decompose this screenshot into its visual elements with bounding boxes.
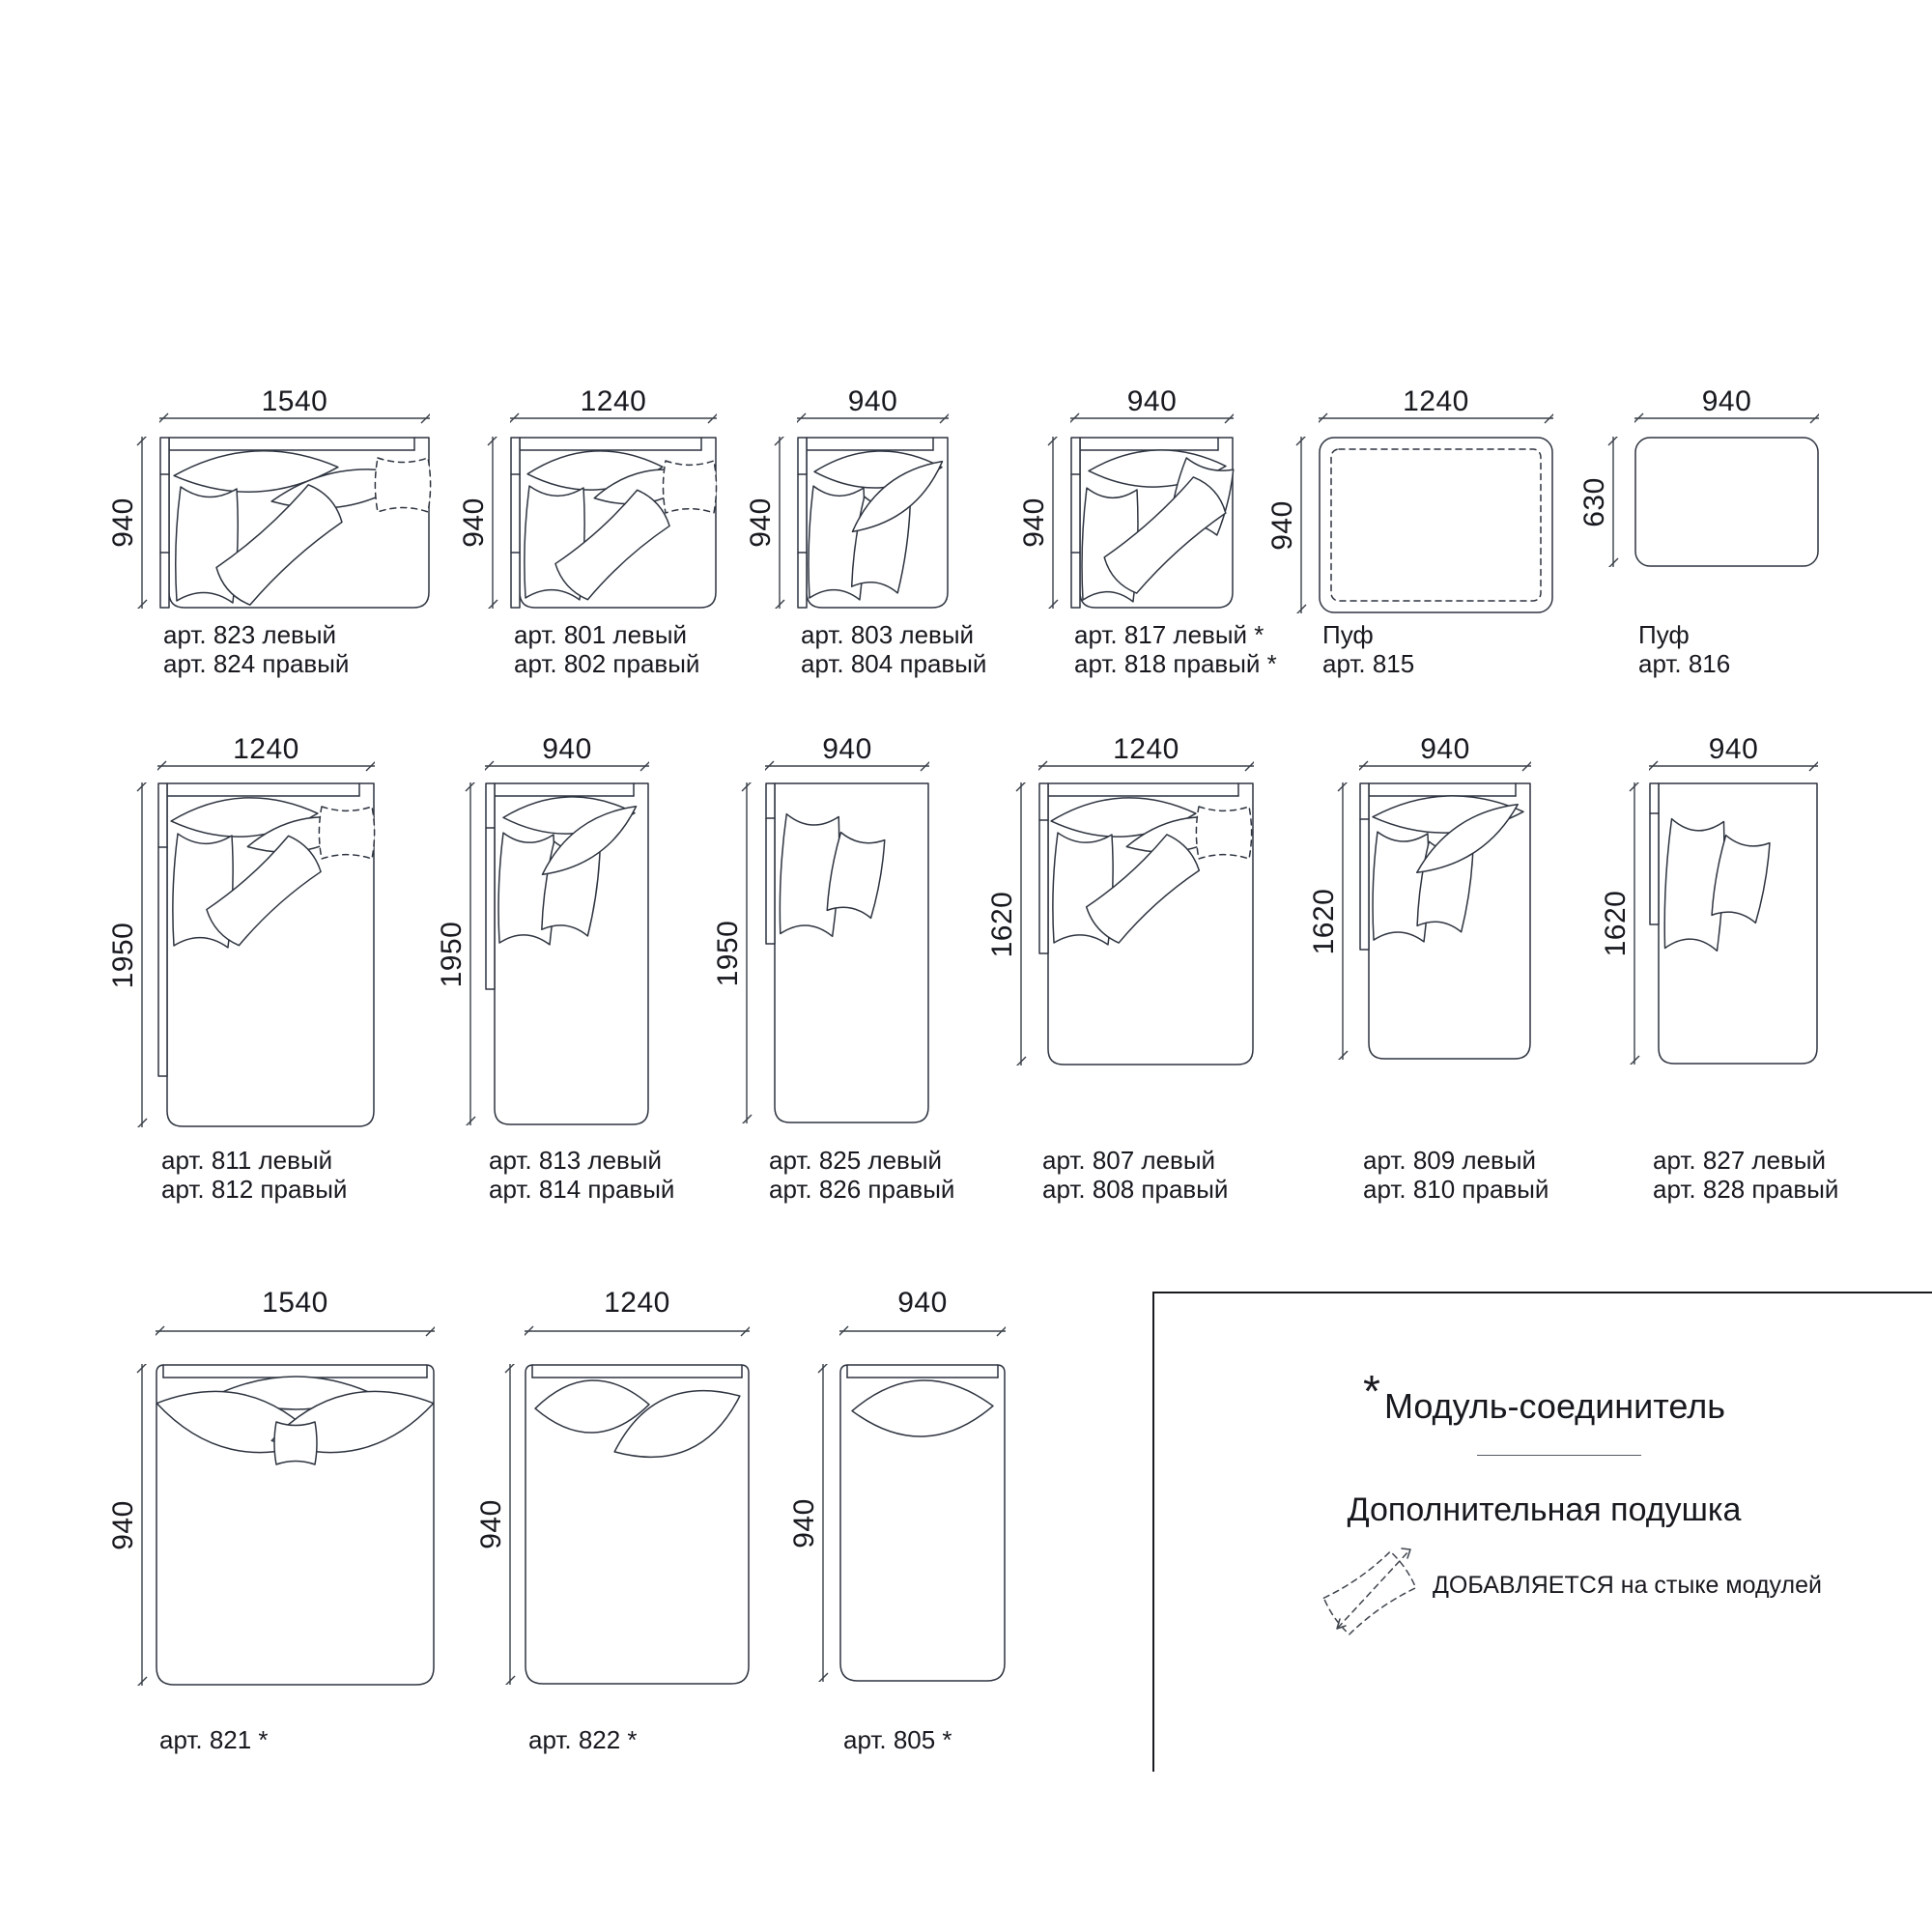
module-caption (1322, 620, 1414, 678)
legend-box (1152, 1292, 1932, 1772)
width-dimension-label: 1540 (261, 385, 328, 417)
height-dimension-label: 940 (788, 1497, 820, 1548)
asterisk-marker: * (1363, 1366, 1380, 1416)
height-dimension-label: 1950 (107, 922, 139, 988)
module-drawing (156, 1364, 435, 1686)
width-dimension-line (1359, 759, 1531, 773)
armrest-bar (766, 783, 775, 944)
width-dimension-label: 940 (897, 1287, 948, 1319)
height-dimension-label: 940 (458, 497, 490, 548)
module-drawing (510, 437, 717, 609)
width-dimension-line (485, 759, 649, 773)
dashed-connector-pillow (375, 458, 430, 512)
module-caption (514, 620, 699, 678)
caption-line: арт. 814 правый (489, 1175, 675, 1204)
height-dimension-label: 1620 (1600, 890, 1632, 957)
height-dimension-label: 940 (107, 497, 139, 548)
width-dimension-label: 940 (1126, 385, 1178, 417)
caption-line: арт. 803 левый (801, 620, 975, 649)
module-caption (1638, 620, 1730, 678)
module-drawing (765, 782, 929, 1123)
caption-line: арт. 804 правый (801, 649, 987, 678)
width-dimension-label: 1540 (262, 1287, 328, 1319)
armrest-bar (1650, 783, 1659, 924)
width-dimension-line (839, 1324, 1006, 1338)
caption-line: арт. 822 * (528, 1725, 638, 1754)
back-cushion (603, 1371, 751, 1478)
caption-line: арт. 824 правый (163, 649, 350, 678)
module-drawing (157, 782, 375, 1127)
width-dimension-label: 1240 (580, 385, 647, 417)
width-dimension-label: 1240 (1403, 385, 1469, 417)
armrest-bar (1039, 783, 1048, 953)
caption-line: Пуф (1638, 620, 1690, 649)
width-dimension-line (1070, 412, 1234, 425)
height-dimension-label: 940 (1018, 497, 1050, 548)
module-caption (159, 1725, 269, 1754)
caption-line: арт. 826 правый (769, 1175, 955, 1204)
module-drawing (1319, 437, 1553, 613)
pouf-body (1635, 438, 1818, 566)
caption-line: арт. 815 (1322, 649, 1415, 678)
pillow (274, 1422, 317, 1464)
module-drawing (797, 437, 949, 609)
caption-line: арт. 807 левый (1042, 1146, 1216, 1175)
armrest-bar (1360, 783, 1369, 950)
module-caption (528, 1725, 638, 1754)
width-dimension-line (159, 412, 430, 425)
width-dimension-line (797, 412, 949, 425)
legend-subtitle: Дополнительная подушка (1347, 1492, 1742, 1528)
caption-line: арт. 805 * (843, 1725, 952, 1754)
module-drawing (1070, 437, 1234, 609)
caption-line: арт. 825 левый (769, 1146, 943, 1175)
module-caption (163, 620, 349, 678)
caption-line: арт. 828 правый (1653, 1175, 1839, 1204)
height-dimension-label: 940 (107, 1499, 139, 1550)
height-dimension-label: 1620 (1308, 888, 1340, 954)
dashed-connector-pillow (664, 461, 717, 513)
width-dimension-label: 940 (822, 733, 872, 765)
width-dimension-line (156, 1324, 435, 1338)
width-dimension-line (1649, 759, 1818, 773)
legend-note: ДОБАВЛЯЕТСЯ на стыке модулей (1433, 1572, 1822, 1599)
caption-line: арт. 818 правый * (1074, 649, 1277, 678)
module-drawing (1634, 437, 1819, 567)
extra-pillow-sketch (1317, 1533, 1433, 1644)
width-dimension-line (1319, 412, 1553, 425)
direction-arrow-line (1338, 1550, 1409, 1628)
width-dimension-label: 940 (1701, 385, 1752, 417)
width-dimension-line (510, 412, 717, 425)
pouf-body (1320, 438, 1552, 612)
height-dimension-label: 630 (1578, 476, 1610, 527)
caption-line: арт. 827 левый (1653, 1146, 1827, 1175)
armrest-bar (158, 783, 167, 1076)
module-caption (801, 620, 986, 678)
module-drawing (525, 1364, 750, 1685)
caption-line: арт. 808 правый (1042, 1175, 1229, 1204)
height-dimension-label: 1950 (712, 920, 744, 986)
width-dimension-line (157, 759, 375, 773)
height-dimension-label: 1620 (986, 891, 1018, 957)
width-dimension-line (1634, 412, 1819, 425)
back-cushion (851, 1378, 994, 1438)
width-dimension-label: 940 (847, 385, 898, 417)
width-dimension-label: 940 (1708, 733, 1759, 765)
caption-line: арт. 801 левый (514, 620, 688, 649)
width-dimension-line (1038, 759, 1254, 773)
width-dimension-line (525, 1324, 750, 1338)
width-dimension-line (765, 759, 929, 773)
armrest-bar (798, 438, 807, 608)
width-dimension-label: 1240 (233, 733, 299, 765)
caption-line: арт. 817 левый * (1074, 620, 1264, 649)
caption-line: арт. 809 левый (1363, 1146, 1537, 1175)
armrest-bar (511, 438, 520, 608)
module-caption (1363, 1146, 1548, 1204)
module-caption (843, 1725, 952, 1754)
height-dimension-label: 1950 (436, 921, 468, 987)
legend-divider (1477, 1455, 1641, 1456)
legend-title-text: Модуль-соединитель (1383, 1386, 1725, 1426)
module-drawing (1038, 782, 1254, 1065)
module-drawing (1359, 782, 1531, 1060)
caption-line: Пуф (1322, 620, 1374, 649)
module-caption (489, 1146, 674, 1204)
width-dimension-label: 940 (542, 733, 592, 765)
width-dimension-label: 940 (1420, 733, 1470, 765)
module-drawing (839, 1364, 1006, 1682)
module-caption (161, 1146, 347, 1204)
legend-title (1154, 1366, 1932, 1429)
pouf-dashed-seam (1331, 449, 1541, 601)
module-drawing (159, 437, 430, 609)
caption-line: арт. 812 правый (161, 1175, 348, 1204)
armrest-bar (486, 783, 495, 989)
module-caption (769, 1146, 954, 1204)
dashed-connector-pillow (1196, 807, 1251, 859)
caption-line: арт. 811 левый (161, 1146, 333, 1175)
caption-line: арт. 802 правый (514, 649, 700, 678)
width-dimension-label: 1240 (1113, 733, 1179, 765)
height-dimension-label: 940 (745, 497, 777, 548)
caption-line: арт. 821 * (159, 1725, 269, 1754)
module-caption (1042, 1146, 1228, 1204)
module-caption (1653, 1146, 1838, 1204)
width-dimension-label: 1240 (604, 1287, 670, 1319)
caption-line: арт. 813 левый (489, 1146, 663, 1175)
dashed-connector-pillow (319, 807, 374, 859)
armrest-bar (160, 438, 169, 608)
caption-line: арт. 810 правый (1363, 1175, 1549, 1204)
module-caption (1074, 620, 1277, 678)
armrest-bar (1071, 438, 1080, 608)
module-drawing (1649, 782, 1818, 1065)
caption-line: арт. 816 (1638, 649, 1731, 678)
height-dimension-label: 940 (475, 1499, 507, 1549)
caption-line: арт. 823 левый (163, 620, 337, 649)
height-dimension-label: 940 (1266, 499, 1298, 551)
module-drawing (485, 782, 649, 1125)
